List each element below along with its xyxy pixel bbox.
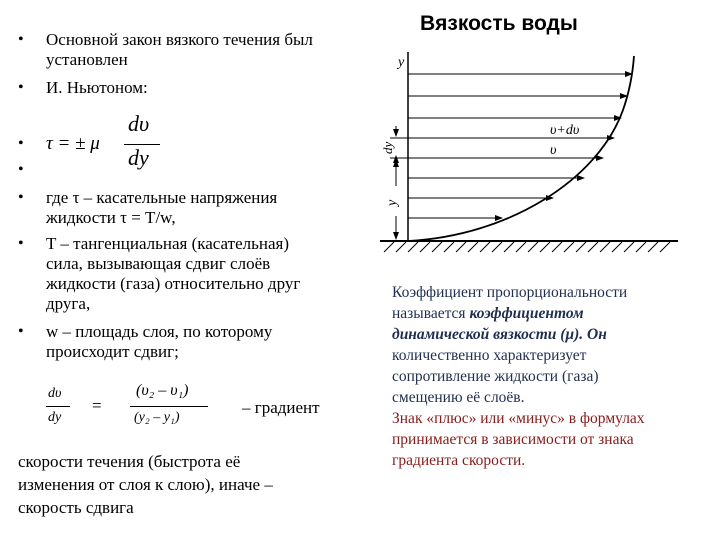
- emphasis-term: коэффициентом: [469, 305, 584, 322]
- bullet: •: [18, 323, 24, 340]
- bottom-text: [18, 450, 368, 519]
- text-line: Основной закон вязкого течения был: [46, 30, 313, 49]
- text-line: w – площадь слоя, по которому: [46, 322, 273, 341]
- text-line: количественно характеризует: [392, 347, 587, 364]
- bullet: •: [18, 79, 24, 96]
- grad-numerator: (υ₂ – υ₁): [136, 382, 189, 399]
- newton-formula: [46, 112, 196, 172]
- velocity-profile-diagram: [378, 40, 688, 272]
- text-line: [392, 324, 712, 345]
- text-line: смещению её слоёв.: [392, 389, 525, 406]
- text-line: [392, 303, 712, 324]
- y-label: y: [385, 199, 400, 206]
- gradient-label: – градиент: [242, 398, 320, 417]
- text-line: происходит сдвиг;: [46, 342, 179, 361]
- text-line: Коэффициент пропорциональности: [392, 284, 628, 301]
- page-title: Вязкость воды: [420, 12, 578, 35]
- bullet: •: [18, 235, 24, 252]
- gradient-formula: [44, 378, 244, 438]
- text-line: друга,: [46, 294, 91, 313]
- formula-tau-mu: τ = ± μ: [46, 133, 100, 154]
- bullet-item-2: И. Ньютоном:: [46, 78, 148, 97]
- text-line: изменения от слоя к слою), иначе –: [18, 475, 273, 494]
- emphasis-term: ). Он: [574, 326, 607, 343]
- fraction-bar: [46, 406, 70, 407]
- text-line: где τ – касательные напряжения: [46, 188, 278, 207]
- bullet: •: [18, 31, 24, 48]
- formula-dv: dυ: [128, 111, 150, 136]
- grad-equals: =: [92, 396, 102, 415]
- grad-dv: dυ: [48, 386, 62, 401]
- ground-hatch: [384, 242, 670, 252]
- text-line: Знак «плюс» или «минус» в формулах: [392, 410, 645, 427]
- grad-denominator: (y₂ – y₁): [134, 410, 180, 425]
- text-line: сопротивление жидкости (газа): [392, 368, 599, 385]
- bullet-item-5: [46, 188, 376, 228]
- text-line: жидкости (газа) относительно друг: [46, 274, 301, 293]
- text-line: сила, вызывающая сдвиг слоёв: [46, 254, 271, 273]
- y-axis-label: y: [398, 55, 405, 70]
- v-plus-dv-label: υ+dυ: [550, 123, 580, 138]
- bullet-item-6: [46, 234, 376, 314]
- fraction-bar: [130, 406, 208, 407]
- dy-label: dy: [380, 141, 395, 154]
- velocity-profile-curve: [408, 56, 634, 241]
- mu-symbol: μ: [565, 326, 575, 343]
- viscosity-description: [392, 282, 712, 471]
- bullet: •: [18, 189, 24, 206]
- text-line: жидкости τ = T/w,: [46, 208, 176, 227]
- bullet: •: [18, 161, 24, 178]
- v-label: υ: [550, 143, 557, 158]
- grad-dy: dy: [48, 410, 62, 425]
- text-line: градиента скорости.: [392, 452, 526, 469]
- text-line: скорость сдвига: [18, 498, 134, 517]
- text-line: скорости течения (быстрота её: [18, 452, 241, 471]
- text-span: называется: [392, 305, 470, 322]
- bullet-item-1: [46, 30, 376, 70]
- emphasis-term: динамической вязкости (: [392, 326, 566, 343]
- formula-dy: dy: [128, 145, 149, 170]
- text-line: принимается в зависимости от знака: [392, 431, 634, 448]
- bullet-item-7: [46, 322, 376, 362]
- text-line: T – тангенциальная (касательная): [46, 234, 289, 253]
- velocity-arrows: [408, 74, 632, 218]
- text-line: установлен: [46, 50, 128, 69]
- bullet: •: [18, 135, 24, 152]
